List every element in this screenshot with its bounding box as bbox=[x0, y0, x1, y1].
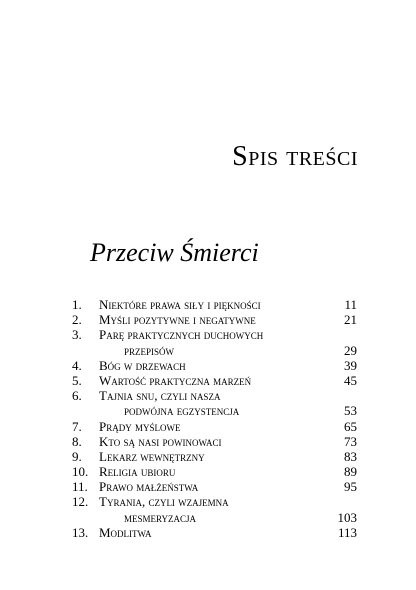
toc-entry bbox=[72, 525, 357, 540]
toc-entry bbox=[72, 358, 357, 373]
toc-line bbox=[72, 494, 357, 509]
toc-entry-title: Modlitwa bbox=[99, 524, 152, 540]
toc-entry bbox=[72, 464, 357, 479]
toc-entry bbox=[72, 419, 357, 434]
toc-entry bbox=[72, 388, 357, 418]
toc-line bbox=[72, 297, 357, 312]
toc-entry-number: 2. bbox=[72, 312, 82, 328]
toc-entry-number: 5. bbox=[72, 372, 82, 388]
toc-entry-page: 83 bbox=[344, 448, 357, 464]
toc-entry-page: 11 bbox=[344, 297, 357, 312]
toc-entry-title: Parę praktycznych duchowych bbox=[99, 327, 264, 343]
toc-line bbox=[72, 510, 357, 525]
toc-entry-page: 89 bbox=[344, 464, 357, 480]
toc-entry-title: Prądy myślowe bbox=[99, 418, 181, 434]
toc-entry-title: Bóg w drzewach bbox=[99, 357, 186, 373]
toc-entry-page: 95 bbox=[344, 479, 357, 495]
toc-line bbox=[72, 464, 357, 479]
table-of-contents bbox=[72, 297, 357, 540]
toc-entry bbox=[72, 494, 357, 524]
toc-entry-title: przepisów bbox=[124, 342, 175, 358]
toc-entry-title: Kto są nasi powinowaci bbox=[99, 433, 222, 449]
toc-line bbox=[72, 343, 357, 358]
toc-entry bbox=[72, 327, 357, 357]
toc-line bbox=[72, 312, 357, 327]
toc-entry-number: 9. bbox=[72, 448, 82, 464]
toc-entry-number: 12. bbox=[72, 494, 89, 510]
toc-entry bbox=[72, 297, 357, 312]
toc-entry-title: mesmeryzacja bbox=[124, 509, 197, 525]
toc-entry-page: 53 bbox=[344, 403, 357, 419]
toc-entry-number: 7. bbox=[72, 418, 82, 434]
toc-line bbox=[72, 373, 357, 388]
toc-entry-page: 103 bbox=[337, 509, 357, 525]
toc-entry-title: Niektóre prawa siły i piękności bbox=[99, 297, 261, 312]
toc-entry-title: Tajnia snu, czyli nasza bbox=[99, 388, 221, 404]
toc-line bbox=[72, 434, 357, 449]
toc-entry-page: 21 bbox=[344, 312, 357, 328]
section-title: Przeciw Śmierci bbox=[90, 238, 259, 267]
toc-entry-number: 10. bbox=[72, 464, 89, 480]
toc-line bbox=[72, 449, 357, 464]
toc-entry bbox=[72, 479, 357, 494]
toc-entry-page: 29 bbox=[344, 342, 357, 358]
toc-entry-title: Religia ubioru bbox=[99, 464, 176, 480]
toc-entry-number: 8. bbox=[72, 433, 82, 449]
toc-line bbox=[72, 525, 357, 540]
toc-entry-page: 39 bbox=[344, 357, 357, 373]
toc-entry-title: podwójna egzystencja bbox=[124, 403, 240, 419]
toc-line bbox=[72, 327, 357, 342]
toc-entry-number: 13. bbox=[72, 524, 89, 540]
toc-entry-number: 4. bbox=[72, 357, 82, 373]
toc-line bbox=[72, 403, 357, 418]
toc-line bbox=[72, 479, 357, 494]
toc-entry-page: 73 bbox=[344, 433, 357, 449]
toc-entry-title: Wartość praktyczna marzeń bbox=[99, 372, 252, 388]
toc-entry bbox=[72, 434, 357, 449]
toc-entry-page: 113 bbox=[337, 524, 357, 540]
toc-entry-page: 65 bbox=[344, 418, 357, 434]
toc-line bbox=[72, 388, 357, 403]
toc-entry-number: 11. bbox=[72, 479, 88, 495]
toc-entry-title: Tyrania, czyli wzajemna bbox=[99, 494, 229, 510]
toc-entry-number: 3. bbox=[72, 327, 82, 343]
toc-entry-number: 6. bbox=[72, 388, 82, 404]
toc-entry-page: 45 bbox=[344, 372, 357, 388]
toc-entry-title: Lekarz wewnętrzny bbox=[99, 448, 205, 464]
toc-entry-title: Myśli pozytywne i negatywne bbox=[99, 312, 256, 328]
toc-entry-title: Prawo małżeństwa bbox=[99, 479, 199, 495]
toc-entry bbox=[72, 449, 357, 464]
toc-line bbox=[72, 419, 357, 434]
toc-entry bbox=[72, 373, 357, 388]
toc-entry bbox=[72, 312, 357, 327]
toc-line bbox=[72, 358, 357, 373]
toc-entry-number: 1. bbox=[72, 297, 82, 312]
page-title: Spis treści bbox=[232, 141, 358, 172]
